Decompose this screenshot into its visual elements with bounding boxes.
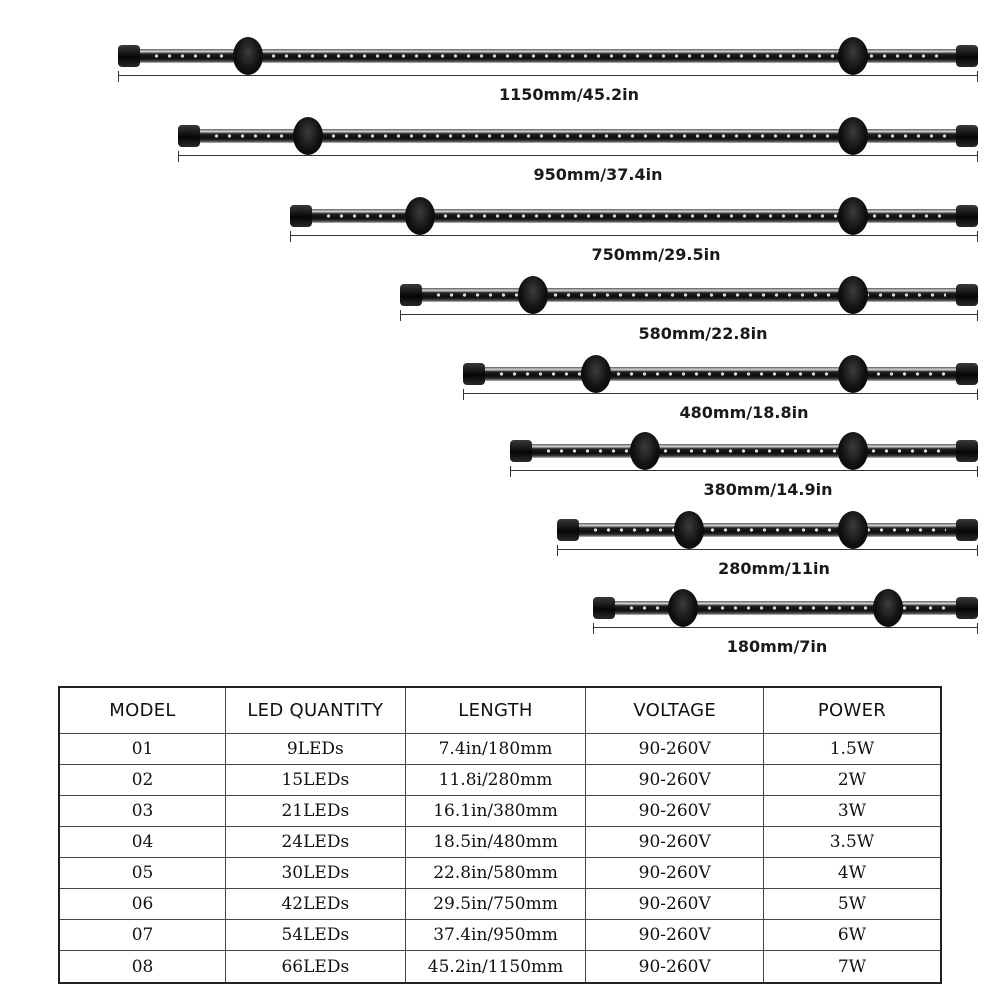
suction-clip <box>233 37 263 75</box>
table-row <box>59 796 941 827</box>
table-row <box>59 765 941 796</box>
end-cap <box>956 284 978 306</box>
header-power: POWER <box>763 687 941 734</box>
cell-power: 5W <box>763 889 941 920</box>
suction-clip <box>293 117 323 155</box>
end-cap <box>956 363 978 385</box>
led-tube <box>290 205 978 227</box>
cell-led-quantity: 54LEDs <box>226 920 406 951</box>
led-tube <box>400 284 978 306</box>
cell-power: 7W <box>763 951 941 984</box>
led-tube <box>118 45 978 67</box>
light-bar-580mm <box>0 284 1000 364</box>
suction-clip <box>838 276 868 314</box>
length-label: 380mm/14.9in <box>703 480 833 499</box>
suction-clip <box>873 589 903 627</box>
header-model: MODEL <box>59 687 226 734</box>
light-bar-280mm <box>0 519 1000 599</box>
suction-clip <box>838 117 868 155</box>
length-label: 180mm/7in <box>726 637 828 656</box>
cell-led-quantity: 24LEDs <box>226 827 406 858</box>
suction-clip <box>518 276 548 314</box>
end-cap <box>956 597 978 619</box>
header-length: LENGTH <box>405 687 586 734</box>
end-cap <box>593 597 615 619</box>
end-cap <box>956 125 978 147</box>
led-tube <box>463 363 978 385</box>
cell-led-quantity: 66LEDs <box>226 951 406 984</box>
suction-clip <box>405 197 435 235</box>
light-bar-180mm <box>0 597 1000 677</box>
end-cap <box>557 519 579 541</box>
led-tube <box>178 125 978 147</box>
end-cap <box>463 363 485 385</box>
spec-table <box>58 686 942 984</box>
cell-voltage: 90-260V <box>586 951 764 984</box>
cell-length: 37.4in/950mm <box>405 920 586 951</box>
cell-length: 18.5in/480mm <box>405 827 586 858</box>
suction-clip <box>838 511 868 549</box>
table-row <box>59 827 941 858</box>
length-label: 280mm/11in <box>718 559 830 578</box>
led-tube <box>510 440 978 462</box>
end-cap <box>178 125 200 147</box>
end-cap <box>956 205 978 227</box>
suction-clip <box>674 511 704 549</box>
table-header-row <box>59 687 941 734</box>
cell-model: 01 <box>59 734 226 765</box>
length-label: 1150mm/45.2in <box>498 85 640 104</box>
cell-led-quantity: 9LEDs <box>226 734 406 765</box>
cell-voltage: 90-260V <box>586 796 764 827</box>
table-row <box>59 858 941 889</box>
led-tube <box>557 519 978 541</box>
cell-led-quantity: 42LEDs <box>226 889 406 920</box>
cell-voltage: 90-260V <box>586 734 764 765</box>
cell-power: 6W <box>763 920 941 951</box>
cell-model: 04 <box>59 827 226 858</box>
end-cap <box>956 519 978 541</box>
light-bar-1150mm <box>0 45 1000 125</box>
cell-power: 3.5W <box>763 827 941 858</box>
cell-length: 16.1in/380mm <box>405 796 586 827</box>
length-label: 580mm/22.8in <box>638 324 768 343</box>
table-row <box>59 734 941 765</box>
end-cap <box>510 440 532 462</box>
cell-voltage: 90-260V <box>586 765 764 796</box>
cell-led-quantity: 30LEDs <box>226 858 406 889</box>
cell-voltage: 90-260V <box>586 827 764 858</box>
cell-led-quantity: 15LEDs <box>226 765 406 796</box>
suction-clip <box>581 355 611 393</box>
end-cap <box>956 45 978 67</box>
cell-power: 2W <box>763 765 941 796</box>
end-cap <box>956 440 978 462</box>
cell-power: 3W <box>763 796 941 827</box>
cell-length: 22.8in/580mm <box>405 858 586 889</box>
cell-length: 29.5in/750mm <box>405 889 586 920</box>
cell-model: 07 <box>59 920 226 951</box>
table-row <box>59 920 941 951</box>
cell-length: 11.8i/280mm <box>405 765 586 796</box>
suction-clip <box>668 589 698 627</box>
header-led-quantity: LED QUANTITY <box>226 687 406 734</box>
cell-length: 45.2in/1150mm <box>405 951 586 984</box>
cell-length: 7.4in/180mm <box>405 734 586 765</box>
length-label: 480mm/18.8in <box>679 403 809 422</box>
cell-led-quantity: 21LEDs <box>226 796 406 827</box>
cell-model: 08 <box>59 951 226 984</box>
length-label: 950mm/37.4in <box>533 165 663 184</box>
cell-voltage: 90-260V <box>586 858 764 889</box>
cell-voltage: 90-260V <box>586 889 764 920</box>
light-bar-380mm <box>0 440 1000 520</box>
table-row <box>59 951 941 984</box>
suction-clip <box>838 432 868 470</box>
cell-voltage: 90-260V <box>586 920 764 951</box>
led-tube <box>593 597 978 619</box>
cell-model: 06 <box>59 889 226 920</box>
suction-clip <box>838 197 868 235</box>
cell-power: 1.5W <box>763 734 941 765</box>
cell-model: 05 <box>59 858 226 889</box>
cell-model: 02 <box>59 765 226 796</box>
header-voltage: VOLTAGE <box>586 687 764 734</box>
light-bar-950mm <box>0 125 1000 205</box>
length-label: 750mm/29.5in <box>591 245 721 264</box>
cell-model: 03 <box>59 796 226 827</box>
light-bar-480mm <box>0 363 1000 443</box>
end-cap <box>400 284 422 306</box>
table-row <box>59 889 941 920</box>
light-bar-750mm <box>0 205 1000 285</box>
end-cap <box>290 205 312 227</box>
suction-clip <box>630 432 660 470</box>
suction-clip <box>838 37 868 75</box>
end-cap <box>118 45 140 67</box>
suction-clip <box>838 355 868 393</box>
cell-power: 4W <box>763 858 941 889</box>
